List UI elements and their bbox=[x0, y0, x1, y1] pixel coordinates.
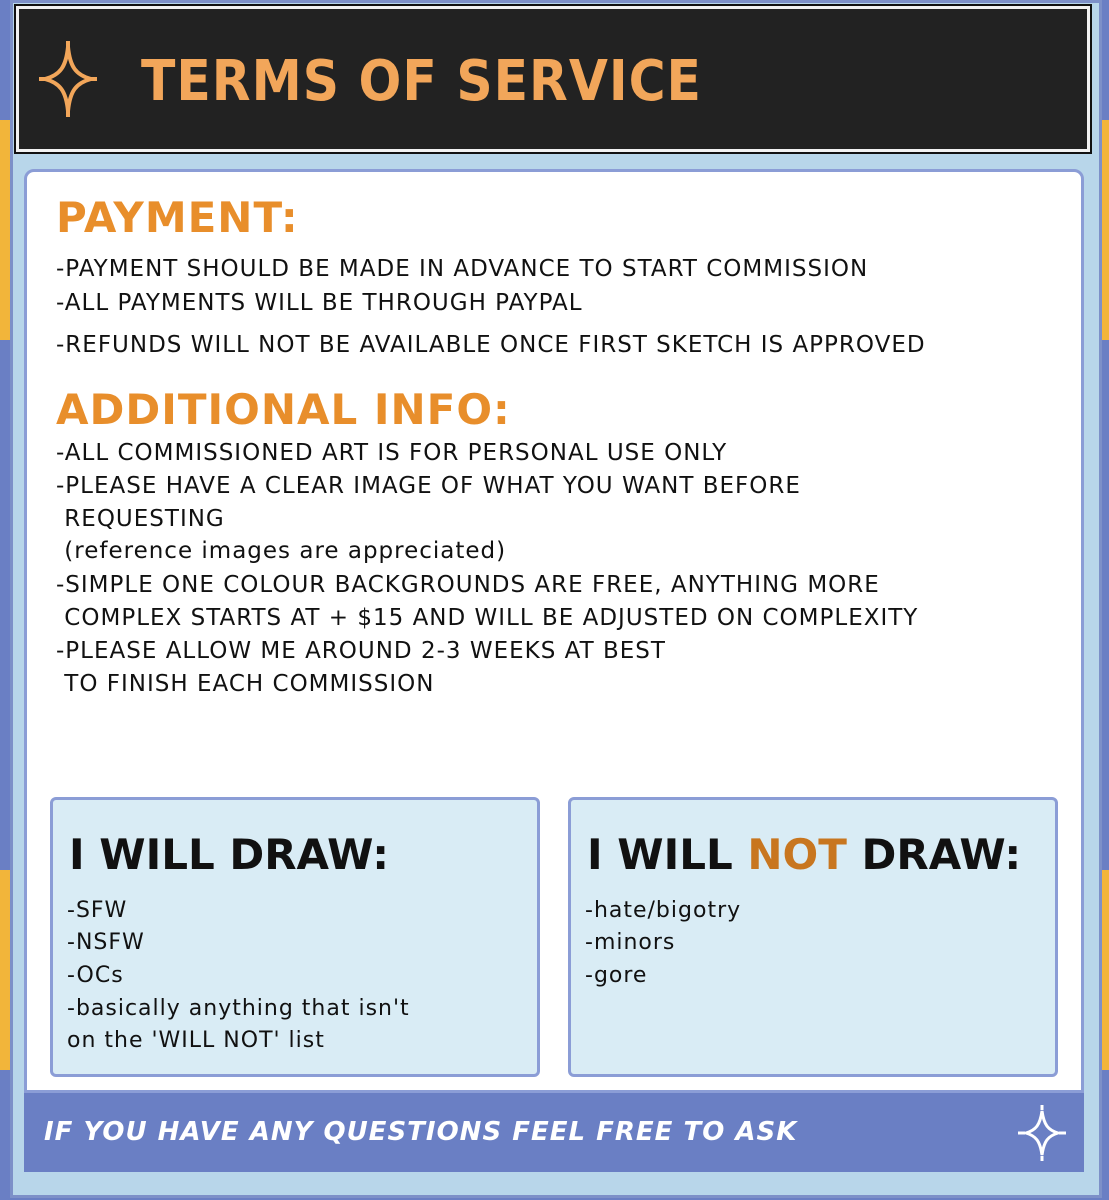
will-draw-item: on the 'WILL NOT' list bbox=[67, 1028, 325, 1053]
info-line: -SIMPLE ONE COLOUR BACKGROUNDS ARE FREE, ANYTHING MORE bbox=[56, 572, 880, 598]
info-line: TO FINISH EACH COMMISSION bbox=[56, 671, 435, 697]
will-draw-item: -OCs bbox=[67, 963, 124, 988]
payment-line: -REFUNDS WILL NOT BE AVAILABLE ONCE FIRST SKETCH IS APPROVED bbox=[56, 332, 926, 358]
info-line: -PLEASE HAVE A CLEAR IMAGE OF WHAT YOU WANT BEFORE bbox=[56, 473, 801, 499]
will-not-draw-title-accent: NOT bbox=[747, 830, 847, 879]
will-not-draw-box bbox=[568, 797, 1058, 1077]
will-not-draw-title-post: DRAW: bbox=[846, 830, 1022, 879]
will-not-draw-item: -minors bbox=[585, 930, 676, 955]
will-draw-item: -SFW bbox=[67, 898, 128, 923]
will-draw-item: -basically anything that isn't bbox=[67, 996, 410, 1021]
page-title: TERMS OF SERVICE bbox=[141, 49, 702, 114]
footer-bar bbox=[24, 1090, 1084, 1172]
info-line: -PLEASE ALLOW ME AROUND 2-3 WEEKS AT BEST bbox=[56, 638, 666, 664]
footer-text: IF YOU HAVE ANY QUESTIONS FEEL FREE TO ASK bbox=[44, 1117, 798, 1147]
will-not-draw-title-pre: I WILL bbox=[587, 830, 748, 879]
will-draw-box bbox=[50, 797, 540, 1077]
will-not-draw-item: -hate/bigotry bbox=[585, 898, 742, 923]
title-bar bbox=[16, 6, 1090, 152]
info-line: (reference images are appreciated) bbox=[56, 538, 507, 564]
payment-line: -ALL PAYMENTS WILL BE THROUGH PAYPAL bbox=[56, 290, 583, 316]
will-not-draw-item: -gore bbox=[585, 963, 648, 988]
payment-heading: PAYMENT: bbox=[56, 193, 299, 242]
info-line: COMPLEX STARTS AT + $15 AND WILL BE ADJUSTED ON COMPLEXITY bbox=[56, 605, 919, 631]
sparkle-star-icon bbox=[1018, 1105, 1066, 1161]
sparkle-star-icon bbox=[39, 41, 97, 117]
will-draw-title: I WILL DRAW: bbox=[69, 830, 390, 879]
info-line: REQUESTING bbox=[56, 506, 225, 532]
payment-line: -PAYMENT SHOULD BE MADE IN ADVANCE TO START COMMISSION bbox=[56, 256, 869, 282]
info-line: -ALL COMMISSIONED ART IS FOR PERSONAL USE ONLY bbox=[56, 440, 728, 466]
will-not-draw-title bbox=[587, 830, 1021, 879]
additional-info-heading: ADDITIONAL INFO: bbox=[56, 385, 511, 434]
will-draw-item: -NSFW bbox=[67, 930, 145, 955]
